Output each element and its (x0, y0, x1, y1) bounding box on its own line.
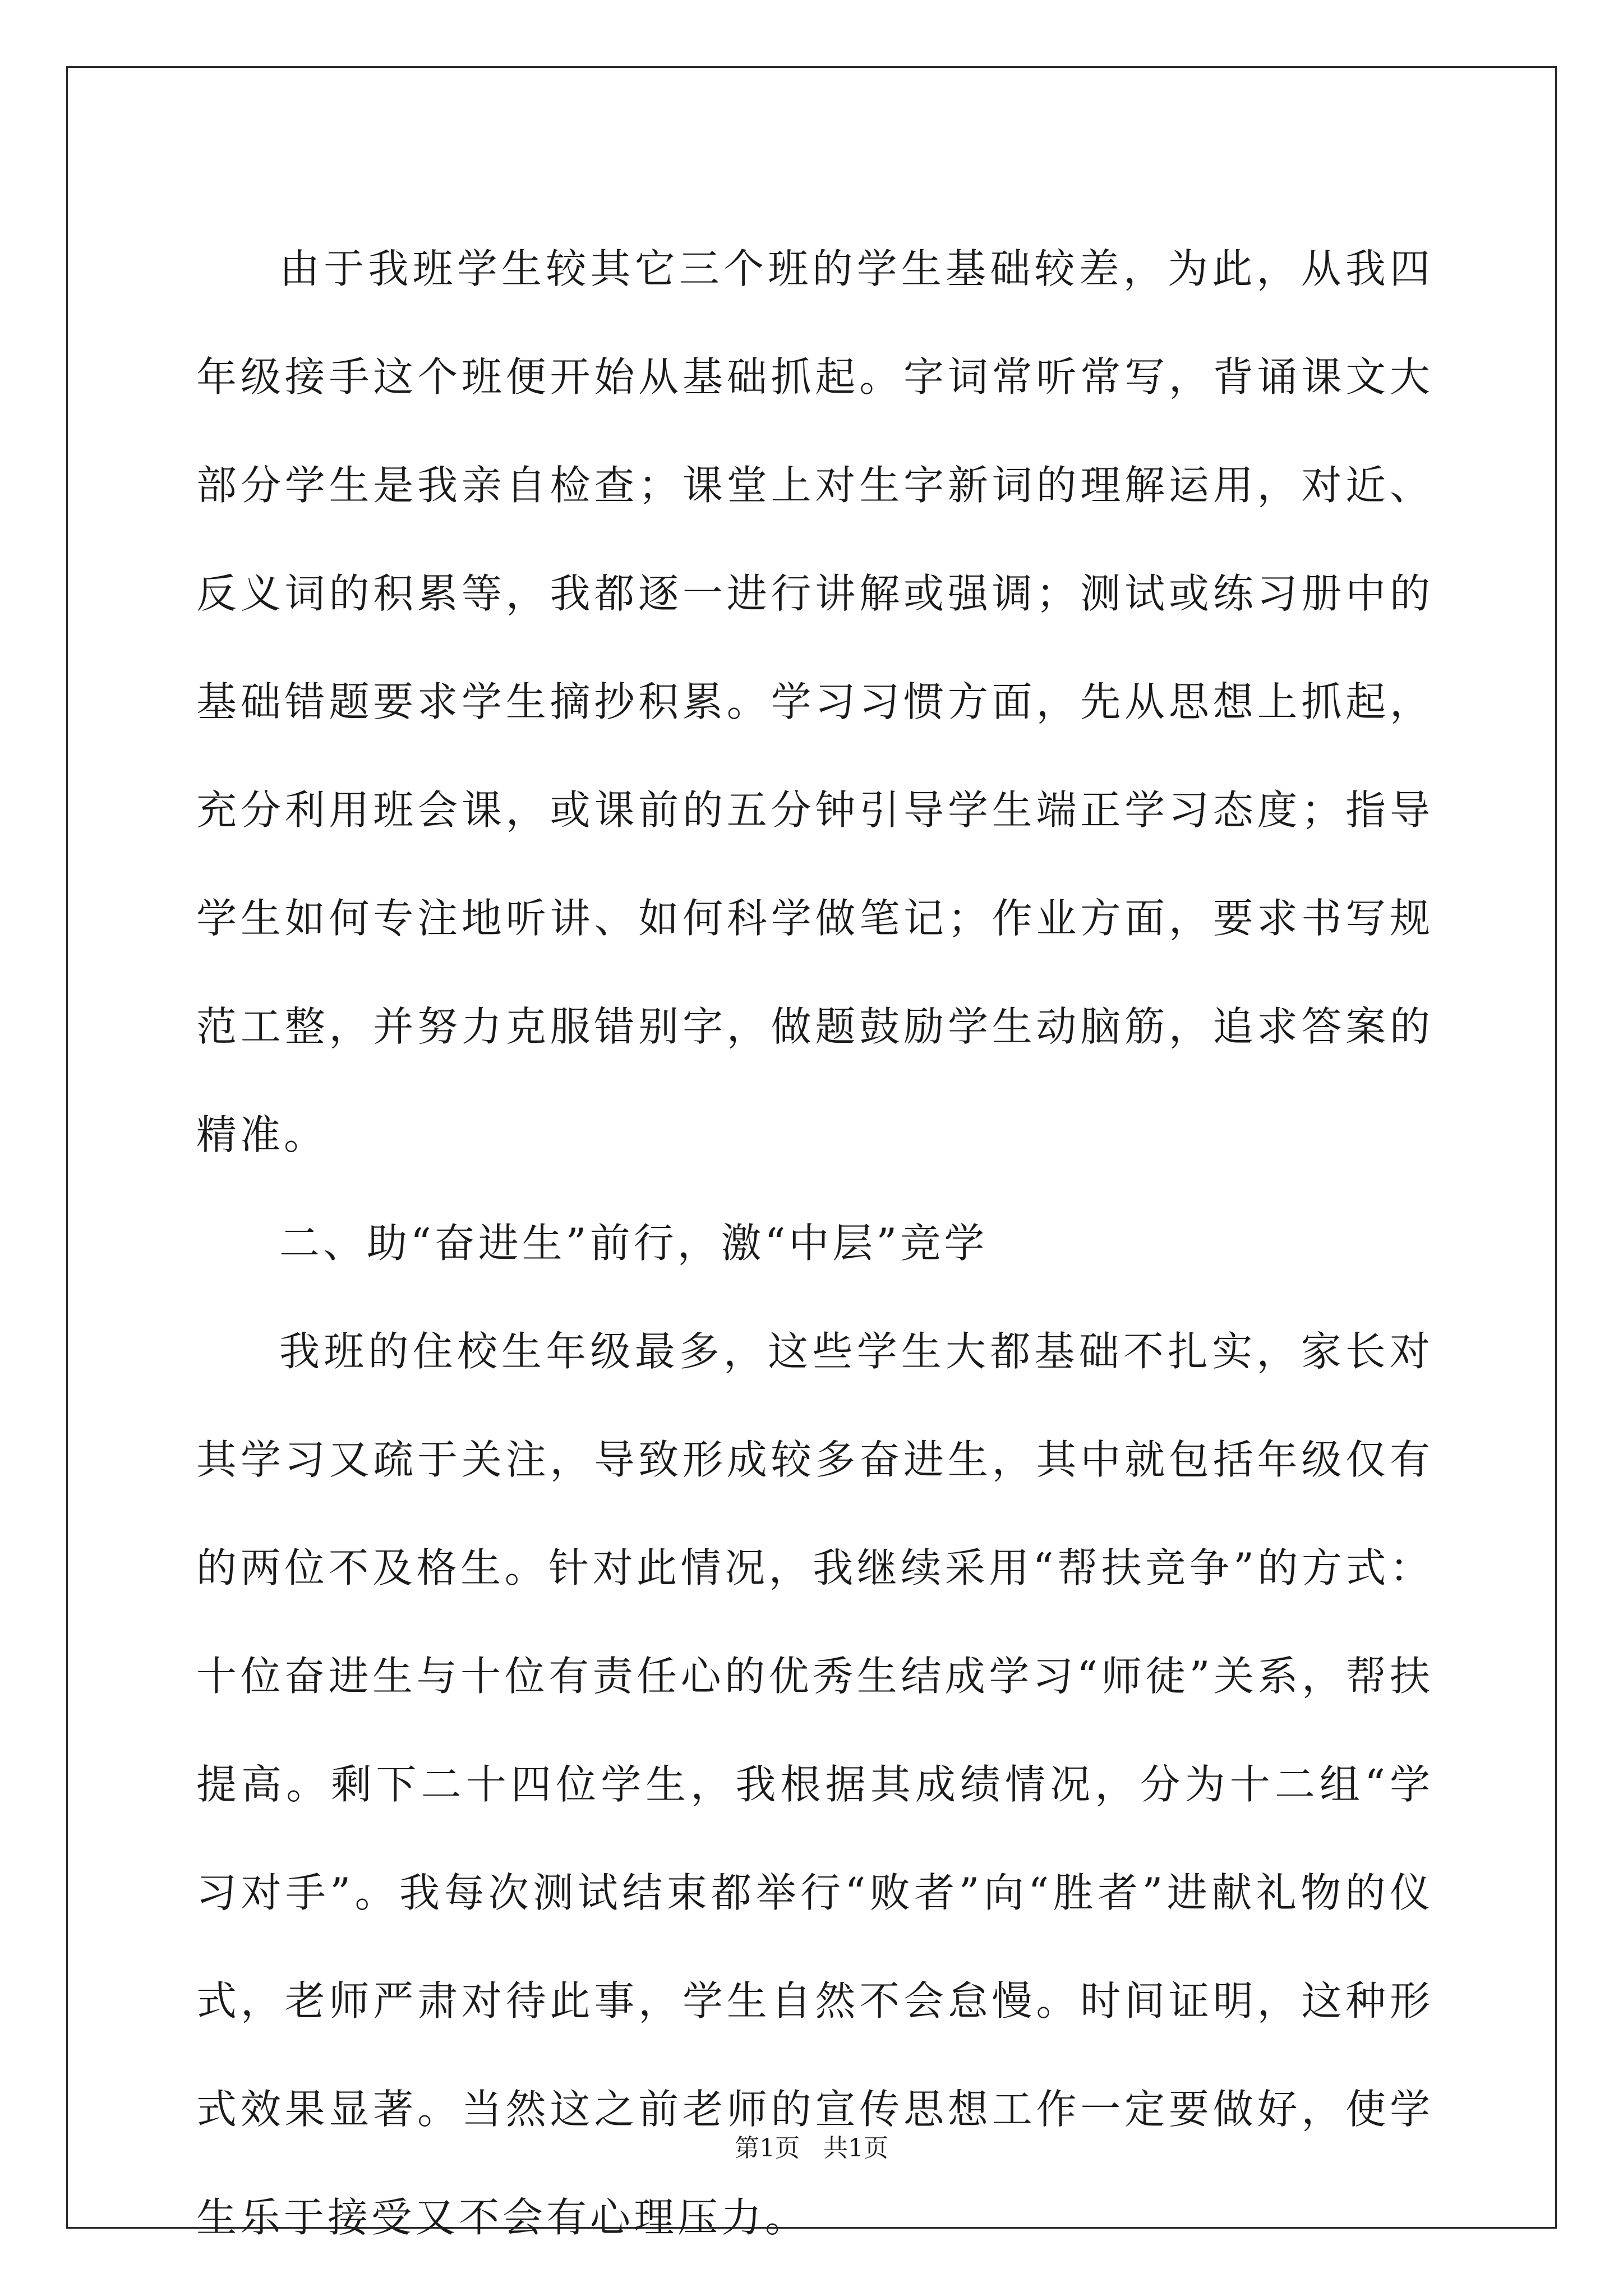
page-total: 共1页 (823, 2134, 888, 2162)
paragraph-peer-support: 我班的住校生年级最多，这些学生大都基础不扎实，家长对其学习又疏于关注，导致形成较多奋进生，其中就包括年级仅有的两位不及格生。针对此情况，我继续采用“帮扶竞争”的方式：十位奋进生与十位有责任心的优秀生结成学习“师徒”关系，帮扶提高。剩下二十四位学生，我根据其成绩情况，分为十二组“学习对手”。我每次测试结束都举行“败者”向“胜者”进献礼物的仪式，老师严肃对待此事，学生自然不会怠慢。时间证明，这种形式效果显著。当然这之前老师的宣传思想工作一定要做好，使学生乐于接受又不会有心理压力。 (196, 1328, 1433, 2241)
page-number: 第1页 (735, 2134, 800, 2162)
document-body (196, 215, 1433, 2272)
section-heading: 二、助“奋进生”前行，激“中层”竞学 (279, 1220, 988, 1267)
page-footer (0, 2132, 1623, 2165)
paragraph-basics: 由于我班学生较其它三个班的学生基础较差，为此，从我四年级接手这个班便开始从基础抓起。字词常听常写，背诵课文大部分学生是我亲自检查；课堂上对生字新词的理解运用，对近、反义词的积累等，我都逐一进行讲解或强调；测试或练习册中的基础错题要求学生摘抄积累。学习习惯方面，先从思想上抓起，充分利用班会课，或课前的五分钟引导学生端正学习态度；指导学生如何专注地听讲、如何科学做笔记；作业方面，要求书写规范工整，并努力克服错别字，做题鼓励学生动脑筋，追求答案的精准。 (196, 245, 1433, 1158)
